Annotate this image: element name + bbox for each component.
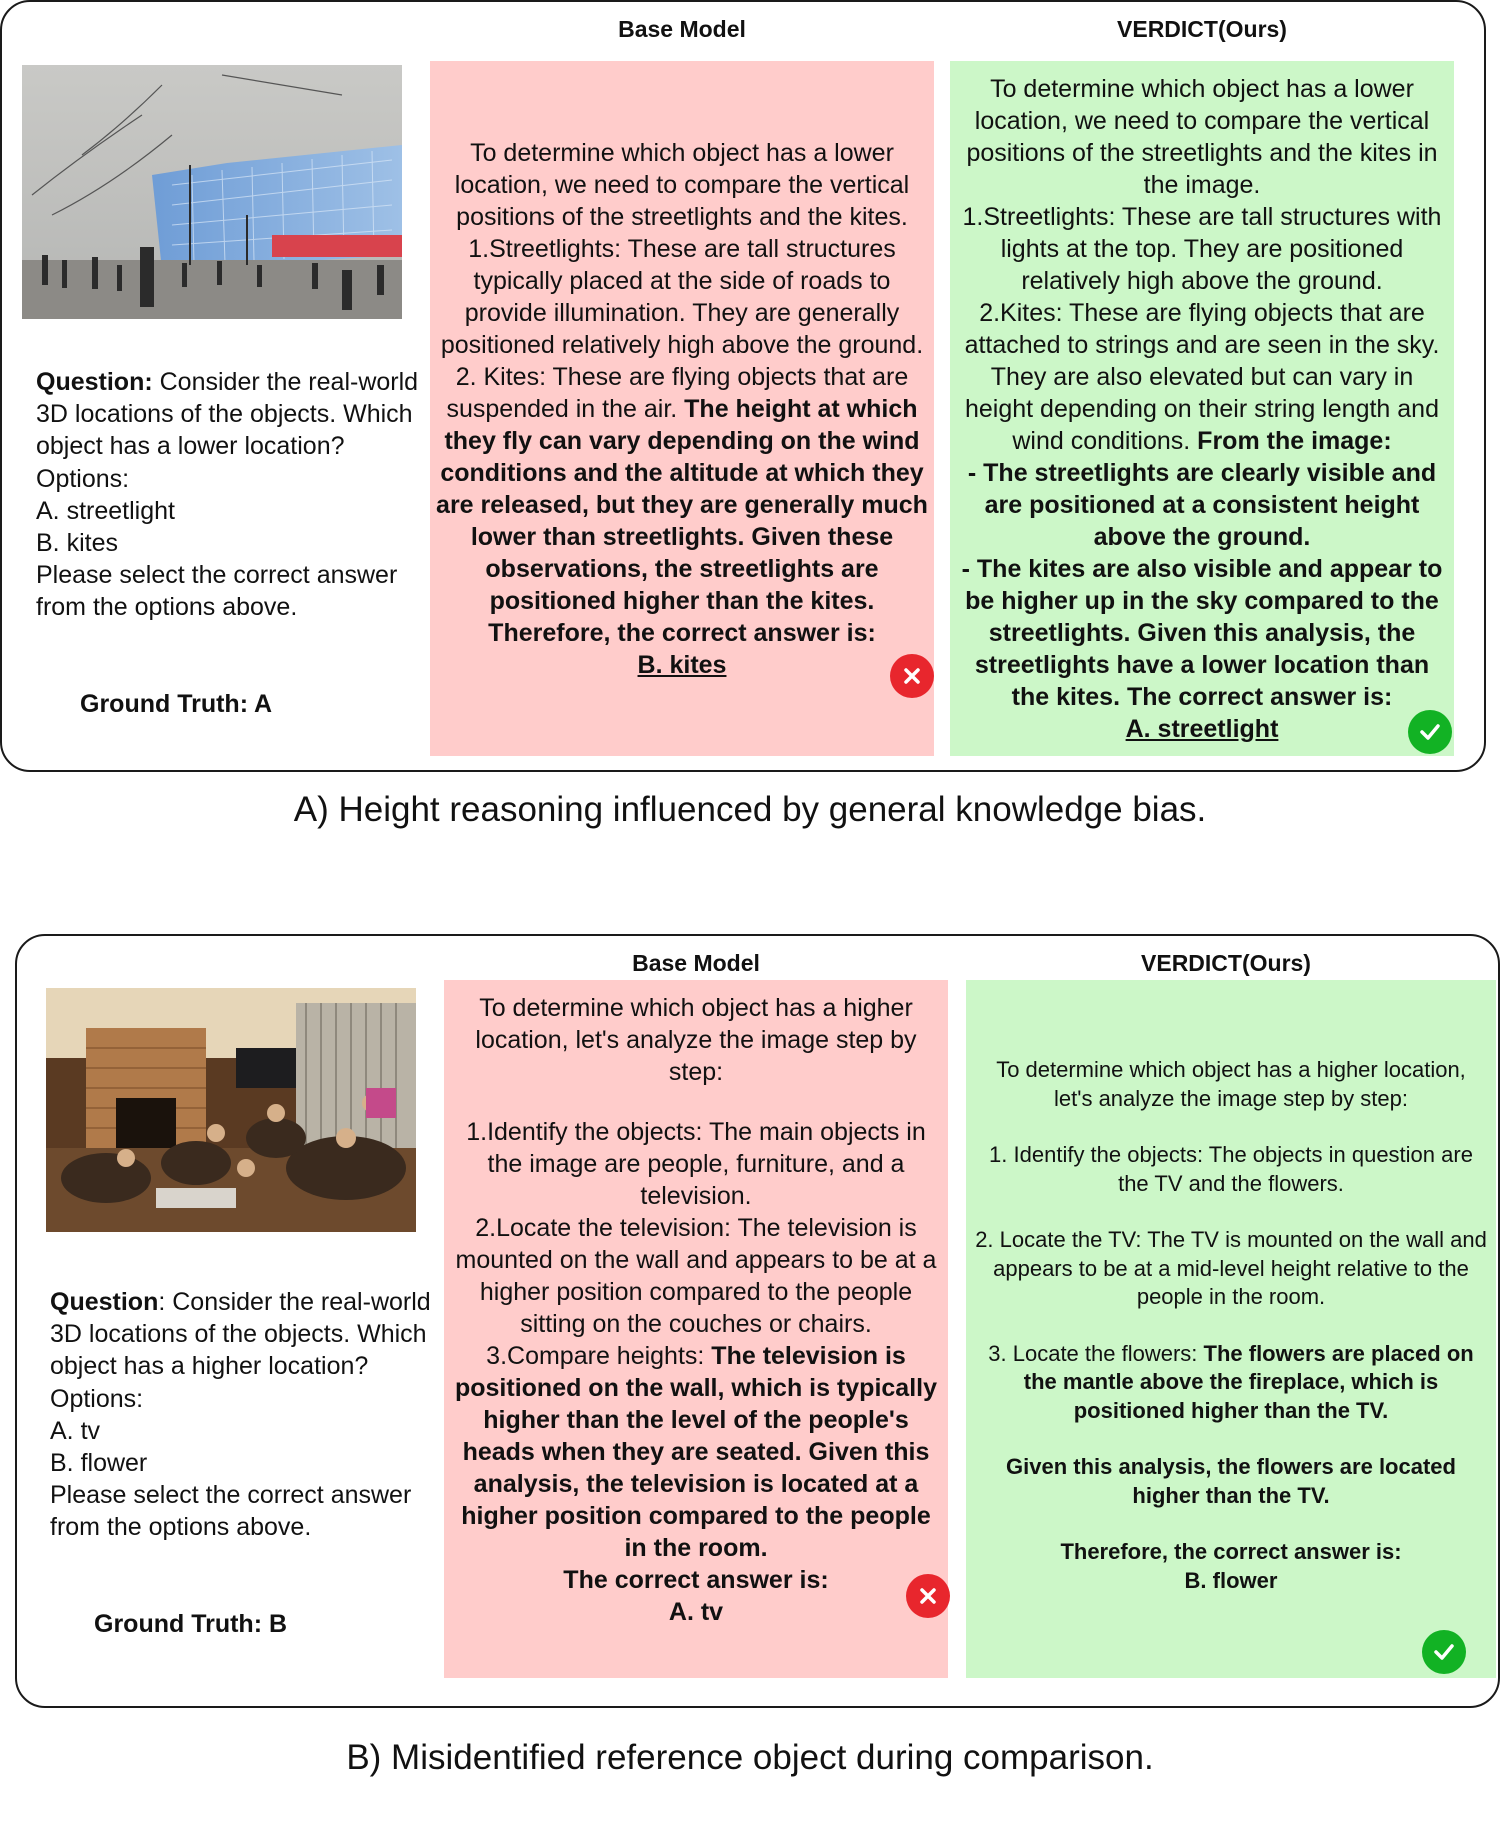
panel-a-ground-truth: Ground Truth: A [80, 690, 273, 718]
ours-response-answer: A. streetlight [1125, 714, 1279, 743]
ours-response-intro: To determine which object has a higher location, let's analyze the image step by step: [996, 1057, 1466, 1111]
ours-response-kites: - The kites are also visible and appear to be higher up in the sky compared to the streetlights. Given this analysis, the streetlights have a lower location than the kites. The correct answer is: [961, 554, 1443, 711]
ours-response-step1: 1.Streetlights: These are tall structures with lights at the top. They are positioned relatively high above the ground. [962, 202, 1442, 295]
panel-a-base-response [430, 61, 934, 756]
ours-response-from-image: From the image: [1197, 426, 1392, 455]
wrong-answer-badge [906, 1574, 950, 1618]
question-label: Question: [36, 368, 153, 396]
base-response-step1: 1.Streetlights: These are tall structures typically placed at the side of roads to provide illumination. They are generally positioned relatively high above the ground. [440, 234, 924, 359]
option-a: A. streetlight [36, 496, 175, 525]
base-response-reasoning: The television is positioned on the wall, which is typically higher than the level of the people's heads when they are seated. Given this analysis, the television is located at a higher position compared to the people in the room. [454, 1342, 938, 1562]
option-b: B. kites [36, 529, 118, 558]
panel-b-question [50, 1286, 440, 1544]
panel-a-base-header: Base Model [618, 16, 746, 42]
option-b: B. flower [50, 1449, 148, 1478]
base-response-intro: To determine which object has a lower location, we need to compare the vertical positions of the streetlights and the kites. [454, 138, 910, 231]
base-response-step1: 1.Identify the objects: The main objects in the image are people, furniture, and a television. [466, 1118, 926, 1210]
panel-b-caption: B) Misidentified reference object during comparison. [346, 1738, 1154, 1777]
option-a: A. tv [50, 1416, 101, 1445]
base-response-step2: 2. Kites: These are flying objects that are suspended in the air. [446, 362, 909, 423]
base-response-intro: To determine which object has a higher location, let's analyze the image step by step: [475, 994, 917, 1086]
ours-response-step2: 2.Kites: These are flying objects that are attached to strings and are seen in the sky. They are also elevated but can vary in height depending on their string length and wind conditions. [964, 298, 1440, 455]
base-response-step3: 3.Compare heights: [486, 1342, 712, 1370]
stadium-photo [22, 65, 402, 319]
check-icon [1432, 1642, 1456, 1662]
close-icon [918, 1586, 938, 1606]
options-label: Options: [50, 1384, 144, 1413]
options-label: Options: [36, 464, 130, 493]
question-label: Question [50, 1288, 159, 1316]
ours-response-step3: 3. Locate the flowers: [988, 1340, 1204, 1366]
panel-a-ours-response [950, 61, 1454, 756]
living-room-photo [46, 988, 416, 1232]
panel-b-ours-response [966, 980, 1496, 1678]
ours-response-streetlights: - The streetlights are clearly visible and are positioned at a consistent height above the ground. [967, 458, 1437, 551]
instruction-text: Please select the correct answer from the options above. [36, 561, 398, 622]
close-icon [902, 666, 922, 686]
panel-b-ground-truth: Ground Truth: B [94, 1610, 288, 1638]
base-response-reasoning: The height at which they fly can vary depending on the wind conditions and the altitude at which they are released, but they are generally much lower than streetlights. Given these observations, the streetlights are positioned higher than the kites. Therefore, the correct answer is: [436, 394, 928, 647]
ours-response-step1: 1. Identify the objects: The objects in question are the TV and the flowers. [989, 1142, 1473, 1196]
panel-a-caption: A) Height reasoning influenced by general knowledge bias. [293, 790, 1207, 829]
correct-answer-badge [1422, 1630, 1466, 1674]
panel-b-base-response [444, 980, 948, 1678]
instruction-text: Please select the correct answer from the options above. [50, 1481, 412, 1542]
ours-response-conclusion: Given this analysis, the flowers are located higher than the TV. [1006, 1454, 1456, 1508]
base-response-step2: 2.Locate the television: The television is mounted on the wall and appears to be at a higher position compared to the people sitting on the couches or chairs. [455, 1214, 937, 1338]
panel-a-photo [22, 65, 402, 319]
panel-b-photo [46, 988, 416, 1232]
ours-response-answer-lead: Therefore, the correct answer is: [1060, 1539, 1402, 1564]
question-text: : Consider the real-world 3D locations of the objects. Which object has a higher location? [50, 1288, 431, 1381]
panel-b-base-header: Base Model [632, 950, 760, 976]
ours-response-intro: To determine which object has a lower location, we need to compare the vertical positions of the streetlights and the kites in the image. [966, 74, 1438, 199]
ours-response-answer: B. flower [1184, 1567, 1278, 1593]
panel-a-question [36, 366, 426, 624]
check-icon [1418, 722, 1442, 742]
panel-a-ours-header: VERDICT(Ours) [1117, 16, 1287, 42]
base-response-answer: A. tv [668, 1598, 724, 1626]
base-response-answer: B. kites [637, 650, 727, 679]
base-response-answer-lead: The correct answer is: [563, 1566, 829, 1594]
panel-b-ours-header: VERDICT(Ours) [1141, 950, 1311, 976]
correct-answer-badge [1408, 710, 1452, 754]
wrong-answer-badge [890, 654, 934, 698]
ours-response-step2: 2. Locate the TV: The TV is mounted on the wall and appears to be at a mid-level height relative to the people in the room. [975, 1227, 1487, 1309]
question-text: Consider the real-world 3D locations of the objects. Which object has a lower location? [36, 368, 419, 461]
ours-response-reasoning: The flowers are placed on the mantle above the fireplace, which is positioned higher than the TV. [1023, 1340, 1474, 1423]
